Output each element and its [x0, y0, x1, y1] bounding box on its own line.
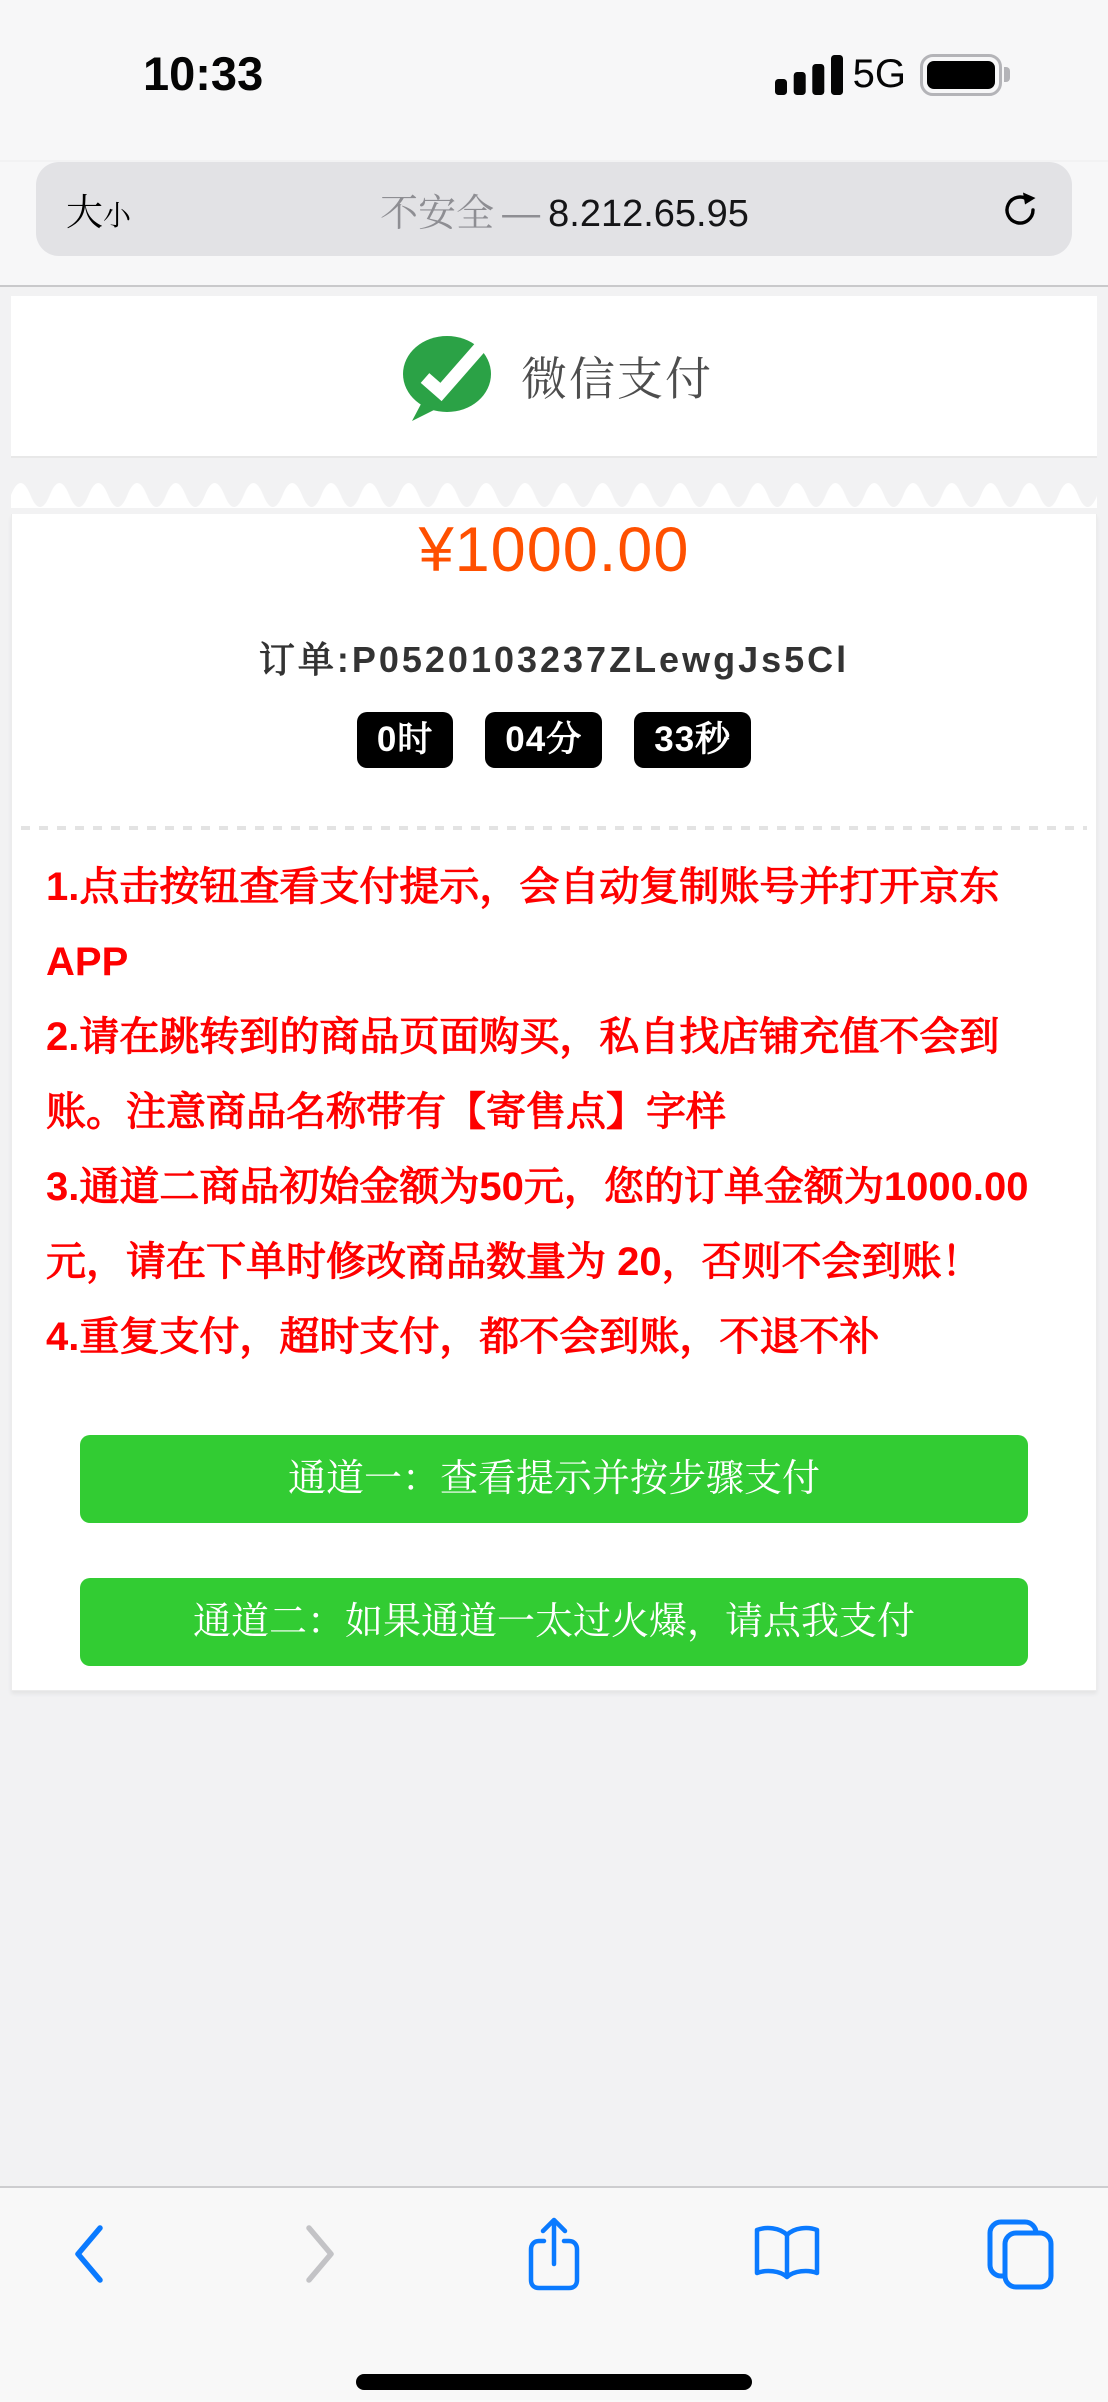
- forward-button[interactable]: [279, 2222, 363, 2286]
- countdown-seconds: 33秒: [634, 712, 751, 768]
- receipt-notch-edge: [11, 482, 1097, 508]
- tabs-icon: [982, 2216, 1058, 2292]
- browser-toolbar: [0, 2186, 1108, 2402]
- instruction-3: 3.通道二商品初始金额为50元，您的订单金额为1000.00元，请在下单时修改商品数量为 20，否则不会到账！: [46, 1165, 1029, 1284]
- order-card-body: [11, 514, 1097, 1691]
- share-icon: [524, 2214, 584, 2294]
- bookmarks-button[interactable]: [745, 2222, 829, 2286]
- payment-instructions: [12, 830, 1096, 1375]
- brand-name: 微信支付: [521, 353, 713, 405]
- text-size-button[interactable]: 大 小: [66, 192, 132, 233]
- security-label: 不安全: [380, 192, 495, 235]
- address-bar: [0, 162, 1108, 287]
- wechat-pay-logo: [395, 328, 507, 424]
- order-card: [11, 482, 1097, 1691]
- channel-one-pay-button[interactable]: 通道一：查看提示并按步骤支付: [80, 1435, 1028, 1523]
- instruction-1: 1.点击按钮查看支付提示，会自动复制账号并打开京东APP: [46, 865, 1000, 984]
- countdown-minutes: 04分: [485, 712, 602, 768]
- network-type-label: 5G: [852, 52, 906, 96]
- url-text: [131, 182, 998, 237]
- countdown-hours: 0时: [357, 712, 453, 768]
- back-button[interactable]: [46, 2222, 130, 2286]
- battery-icon: [920, 54, 1002, 96]
- instruction-2: 2.请在跳转到的商品页面购买，私自找店铺充值不会到账。注意商品名称带有【寄售点】字样: [46, 1015, 1000, 1134]
- merchant-header: [11, 296, 1097, 458]
- url-host: 8.212.65.95: [548, 192, 749, 235]
- url-separator: —: [502, 192, 541, 235]
- web-page: [0, 287, 1108, 2186]
- status-indicators: [775, 52, 1010, 97]
- forward-chevron-icon: [301, 2222, 341, 2286]
- share-button[interactable]: [512, 2214, 596, 2294]
- home-indicator[interactable]: [356, 2374, 752, 2390]
- battery-nub: [1004, 67, 1010, 82]
- channel-two-pay-button[interactable]: 通道二：如果通道一太过火爆，请点我支付: [80, 1578, 1028, 1666]
- order-amount: ¥1000.00: [418, 515, 690, 585]
- countdown-timer: [12, 712, 1096, 768]
- book-icon: [747, 2222, 827, 2286]
- order-number: 订单:P0520103237ZLewgJs5Cl: [258, 639, 850, 680]
- status-time: 10:33: [143, 47, 264, 100]
- back-chevron-icon: [68, 2222, 108, 2286]
- status-bar: [0, 0, 1108, 160]
- tabs-button[interactable]: [978, 2216, 1062, 2292]
- cellular-signal-icon: [775, 55, 843, 95]
- reload-icon[interactable]: [998, 187, 1042, 231]
- url-field[interactable]: [36, 162, 1072, 256]
- instruction-4: 4.重复支付，超时支付，都不会到账，不退不补: [46, 1315, 880, 1359]
